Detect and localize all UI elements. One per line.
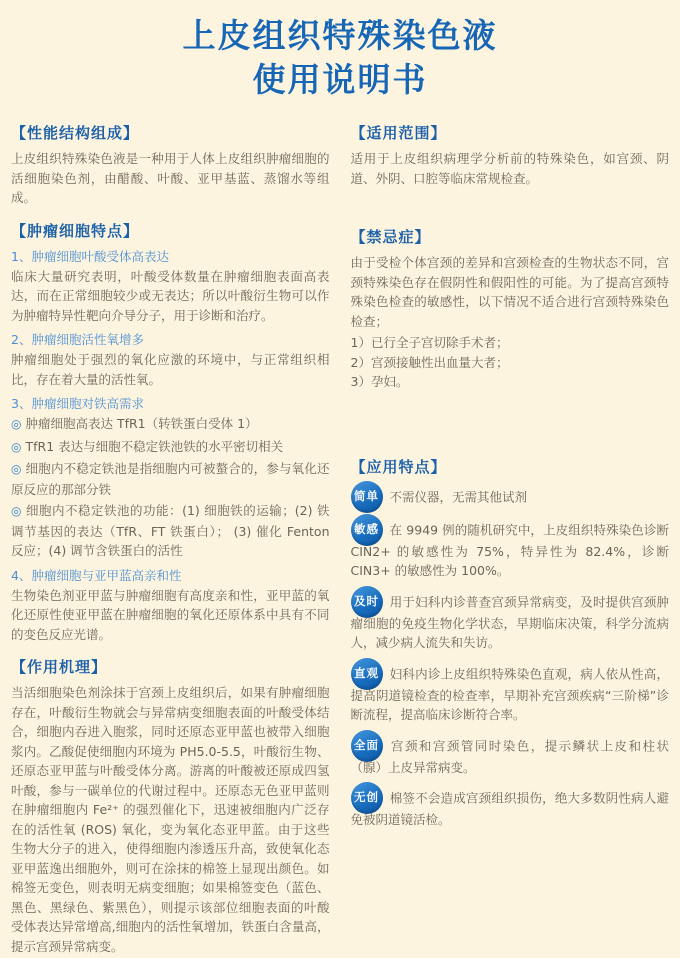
contraindication-item-3: 3）孕妇。 bbox=[350, 374, 409, 389]
feature-simple bbox=[351, 487, 670, 509]
ring-bullet-icon: ◎ bbox=[11, 462, 22, 476]
iron-bullet-1-text: 肿瘤细胞高表达 TfR1（转铁蛋白受体 1） bbox=[25, 416, 258, 431]
iron-bullet-2 bbox=[11, 437, 330, 458]
section-heading-scope: 【适用范围】 bbox=[350, 124, 447, 142]
feature-noninvasive bbox=[351, 788, 670, 830]
feature-badge-simple: 简单 bbox=[351, 481, 383, 513]
feature-badge-noninvasive: 无创 bbox=[351, 782, 383, 814]
contraindication-item-2: 2）宫颈接触性出血量大者； bbox=[350, 354, 509, 370]
ring-bullet-icon: ◎ bbox=[11, 504, 22, 518]
feature-comprehensive bbox=[351, 736, 670, 778]
iron-bullet-3 bbox=[11, 459, 330, 499]
section-heading-mechanism: 【作用机理】 bbox=[11, 658, 108, 676]
title-line-2: 使用说明书 bbox=[252, 60, 428, 99]
mechanism-paragraph: 当活细胞染色剂涂抹于宫颈上皮组织后，如果有肿瘤细胞存在，叶酸衍生物就会与异常病变细胞表面的叶酸受体结合，细胞内吞进入胞浆，同时还原态亚甲蓝也被带入细胞浆内。乙酸促使细胞内环境为 PH5.0-5.5，叶酸衍生物、还原态亚甲蓝与叶酸受体分离。游离的叶酸被还原成四氢叶酸，参与一碳单位的代谢过程中。还原态无色亚甲蓝则在肿瘤细胞内 Fe²⁺ 的强烈催化下，迅速被细胞内广泛存在的活性氧 (ROS) 氧化，变为氧化态亚甲蓝。由于这些生物大分子的进入，使得细胞内渗透压升高，致使氧化态亚甲蓝逸出细胞外，则可在涂抹的棉签上显现出颜色。如棉签无变色，则表明无病变细胞；如果棉签变色（蓝色、黑色、黑绿色、紫黑色），则提示该部位细胞表面的叶酸受体表达异常增高,细胞内的活性氧增加，铁蛋白含量高，提示宫颈异常病变。 bbox=[11, 685, 330, 954]
contraindication-item-1: 1）已行全子宫切除手术者； bbox=[350, 335, 509, 350]
iron-bullet-2-text: TfR1 表达与细胞不稳定铁池铁的水平密切相关 bbox=[25, 438, 284, 454]
feature-sensitive bbox=[351, 520, 670, 581]
subheading-methylene-affinity: 4、肿瘤细胞与亚甲蓝高亲和性 bbox=[11, 567, 182, 583]
feature-comprehensive-text: 宫颈和宫颈管同时染色，提示鳞状上皮和柱状（腺）上皮异常病变。 bbox=[350, 738, 669, 775]
scope-paragraph: 适用于上皮组织病理学分析前的特殊染色，如宫颈、阴道、外阴、口腔等临床常规检查。 bbox=[350, 151, 669, 186]
feature-timely-text: 用于妇科内诊普查宫颈异常病变，及时提供宫颈肿瘤细胞的免疫生物化学状态，早期临床决策，科学分流病人，减少病人流失和失访。 bbox=[350, 594, 669, 650]
two-column-layout bbox=[0, 122, 680, 958]
iron-bullet-1 bbox=[11, 414, 330, 435]
feature-intuitive bbox=[351, 664, 670, 725]
methylene-affinity-paragraph: 生物染色剂亚甲蓝与肿瘤细胞有高度亲和性，亚甲蓝的氧化还原性使亚甲蓝在肿瘤细胞的氧化还原体系中具有不同的变色反应光谱。 bbox=[11, 587, 330, 642]
feature-intuitive-text: 妇科内诊上皮组织特殊染色直观，病人依从性高，提高阴道镜检查的检查率，早期补充宫颈疾病“三阶梯”诊断流程，提高临床诊断符合率。 bbox=[350, 666, 669, 722]
composition-paragraph: 上皮组织特殊染色液是一种用于人体上皮组织肿瘤细胞的活细胞染色剂，由醋酸、叶酸、亚甲基蓝、蒸馏水等组成。 bbox=[11, 151, 330, 205]
feature-sensitive-text: 在 9949 例的随机研究中，上皮组织特殊染色诊断 CIN2+ 的敏感性为 75%，特异性为 82.4%，诊断 CIN3+ 的敏感性为 100%。 bbox=[350, 522, 669, 578]
reactive-oxygen-paragraph: 肿瘤细胞处于强烈的氧化应激的环境中，与正常组织相比，存在着大量的活性氧。 bbox=[11, 352, 330, 387]
left-column bbox=[11, 122, 330, 958]
ring-bullet-icon: ◎ bbox=[11, 439, 22, 454]
document-title bbox=[0, 14, 680, 102]
section-heading-tumor-features: 【肿瘤细胞特点】 bbox=[11, 221, 140, 240]
right-column bbox=[351, 122, 670, 958]
feature-badge-sensitive: 敏感 bbox=[351, 514, 383, 546]
section-heading-contraindications: 【禁忌症】 bbox=[350, 228, 431, 246]
subheading-reactive-oxygen: 2、肿瘤细胞活性氧增多 bbox=[11, 332, 144, 347]
subheading-iron-demand: 3、肿瘤细胞对铁高需求 bbox=[11, 396, 144, 411]
feature-badge-intuitive: 直观 bbox=[351, 658, 383, 690]
feature-timely bbox=[351, 592, 670, 653]
contraindications-paragraph: 由于受检个体宫颈的差异和宫颈检查的生物状态不同，宫颈特殊染色存在假阴性和假阳性的可能。为了提高宫颈特殊染色检查的敏感性，以下情况不适合进行宫颈特殊染色检查； bbox=[350, 255, 669, 329]
iron-bullet-4 bbox=[11, 501, 330, 561]
feature-simple-text: 不需仪器，无需其他试剂 bbox=[389, 489, 528, 504]
section-heading-composition: 【性能结构组成】 bbox=[11, 124, 140, 142]
section-heading-application-features: 【应用特点】 bbox=[350, 457, 447, 476]
title-line-1: 上皮组织特殊染色液 bbox=[182, 16, 498, 55]
subheading-folate-receptor: 1、肿瘤细胞叶酸受体高表达 bbox=[11, 248, 169, 264]
ring-bullet-icon: ◎ bbox=[11, 417, 22, 431]
iron-bullet-3-text: 细胞内不稳定铁池是指细胞内可被螯合的，参与氧化还原反应的那部分铁 bbox=[11, 461, 330, 497]
feature-badge-timely: 及时 bbox=[351, 586, 383, 618]
feature-badge-comprehensive: 全面 bbox=[351, 730, 383, 762]
folate-receptor-paragraph: 临床大量研究表明，叶酸受体数量在肿瘤细胞表面高表达，而在正常细胞较少或无表达；所以叶酸衍生物可以作为肿瘤特异性靶向介导分子，用于诊断和治疗。 bbox=[11, 268, 330, 323]
iron-bullet-4-text: 细胞内不稳定铁池的功能：(1) 细胞铁的运输；(2) 铁调节基因的表达（TfR、FT 铁蛋白）； (3) 催化 Fenton 反应；(4) 调节含铁蛋白的活性 bbox=[11, 503, 330, 558]
feature-noninvasive-text: 棉签不会造成宫颈组织损伤，绝大多数阴性病人避免被阴道镜活检。 bbox=[350, 790, 669, 827]
